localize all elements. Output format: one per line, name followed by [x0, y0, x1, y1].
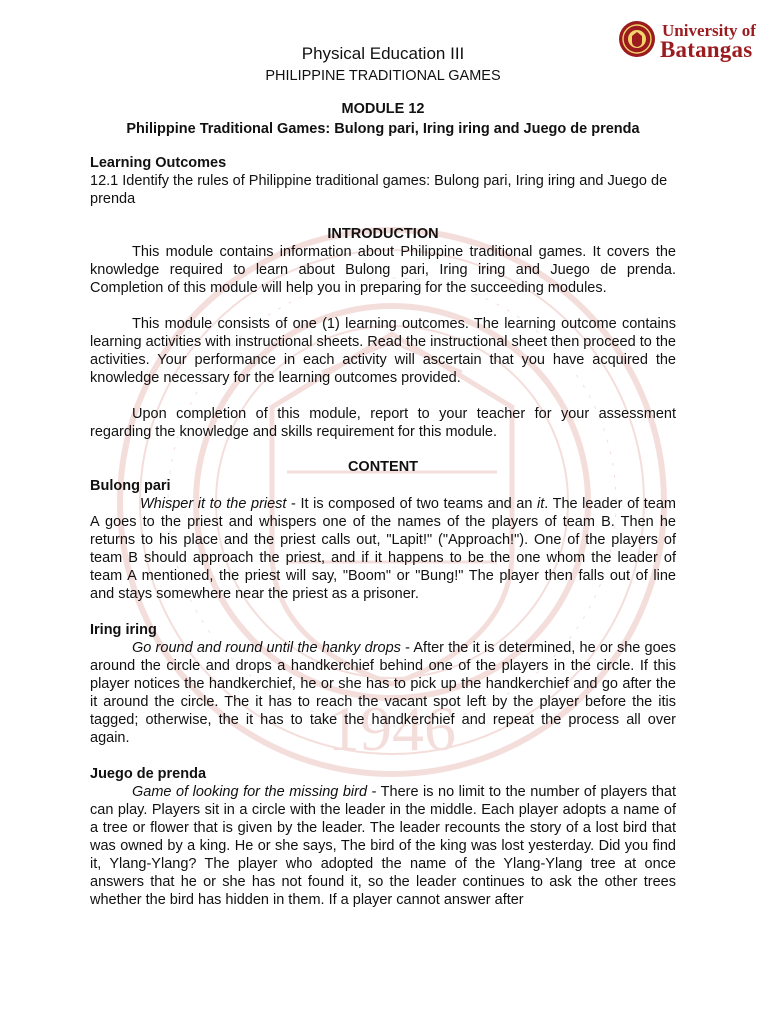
- iring-iring-lead: Go round and round until the hanky drops: [132, 640, 401, 656]
- course-subtitle: PHILIPPINE TRADITIONAL GAMES: [265, 68, 501, 84]
- bulong-pari-text-b: . The leader of team A goes to the priest and whispers one of the names of the players of team B. Then he returns to his place and the priest calls out, "Lapit!" ("Approach!"). One of the players of team B should approach the priest, and if it happens to be the one whom the leader of team A mentioned, the priest will say, "Boom" or "Bung!" The player then falls out of line and stays somewhere near the priest as a prisoner.: [90, 496, 676, 602]
- bulong-pari-paragraph: [90, 495, 676, 603]
- introduction-heading: INTRODUCTION: [327, 226, 439, 242]
- introduction-paragraph-3: Upon completion of this module, report to your teacher for your assessment regarding the knowledge and skills requirement for this module.: [90, 406, 676, 440]
- module-title: Philippine Traditional Games: Bulong pari, Iring iring and Juego de prenda: [126, 121, 640, 137]
- learning-outcomes-heading: Learning Outcomes: [90, 155, 227, 171]
- introduction-paragraph-2: This module consists of one (1) learning outcomes. The learning outcome contains learning activities with instructional sheets. Read the instructional sheet then proceed to the activities. Your performance in each activity will ascertain that you have acquired the knowledge necessary for the learning outcomes provided.: [90, 316, 676, 386]
- introduction-paragraph-1: This module contains information about Philippine traditional games. It covers the knowledge required to learn about Bulong pari, Iring iring and Juego de prenda. Completion of this module will help you in preparing for the succeeding modules.: [90, 244, 676, 296]
- learning-outcome-item: 12.1 Identify the rules of Philippine traditional games: Bulong pari, Iring iring and Juego de prenda: [90, 173, 668, 207]
- logo-text-line2: Batangas: [660, 37, 753, 62]
- juego-de-prenda-paragraph: [90, 783, 676, 909]
- iring-iring-heading: Iring iring: [90, 622, 157, 638]
- bulong-pari-lead: Whisper it to the priest: [140, 496, 287, 512]
- watermark-year: 1946: [328, 693, 456, 764]
- module-number: MODULE 12: [341, 101, 425, 117]
- bulong-pari-heading: Bulong pari: [90, 478, 171, 494]
- iring-iring-paragraph: [90, 639, 676, 747]
- juego-de-prenda-lead: Game of looking for the missing bird: [132, 784, 368, 800]
- content-heading: CONTENT: [347, 459, 419, 475]
- course-title: Physical Education III: [301, 44, 465, 63]
- logo-text-line1: University of: [662, 21, 756, 40]
- bulong-pari-it: it: [537, 496, 545, 512]
- juego-de-prenda-text: - There is no limit to the number of players that can play. Players sit in a circle with the leader in the middle. Each player adopts a name of a tree or flower that is given by the leader. The leader recounts the story of a lost bird that was owned by a king. He or she says, The bird of the king was lost yesterday. Did you find it, Ylang-Ylang? The player who adopted the name of the Ylang-Ylang tree at once answers that he or she has not found it, so the leader continues to ask the other trees whether the bird has hidden in them. If a player cannot answer after: [90, 784, 676, 908]
- iring-iring-text: - After the it is determined, he or she goes around the circle and drops a handkerchief behind one of the players in the circle. If this player notices the handkerchief, he or she has to pick up the handkerchief and go after the it around the circle. The it has to reach the vacant spot left by the player before the itis tagged; otherwise, the it has to take the handkerchief and repeat the process all over again.: [90, 640, 676, 746]
- document-content: [90, 44, 676, 909]
- bulong-pari-text-a: - It is composed of two teams and an: [286, 496, 538, 512]
- juego-de-prenda-heading: Juego de prenda: [90, 766, 207, 782]
